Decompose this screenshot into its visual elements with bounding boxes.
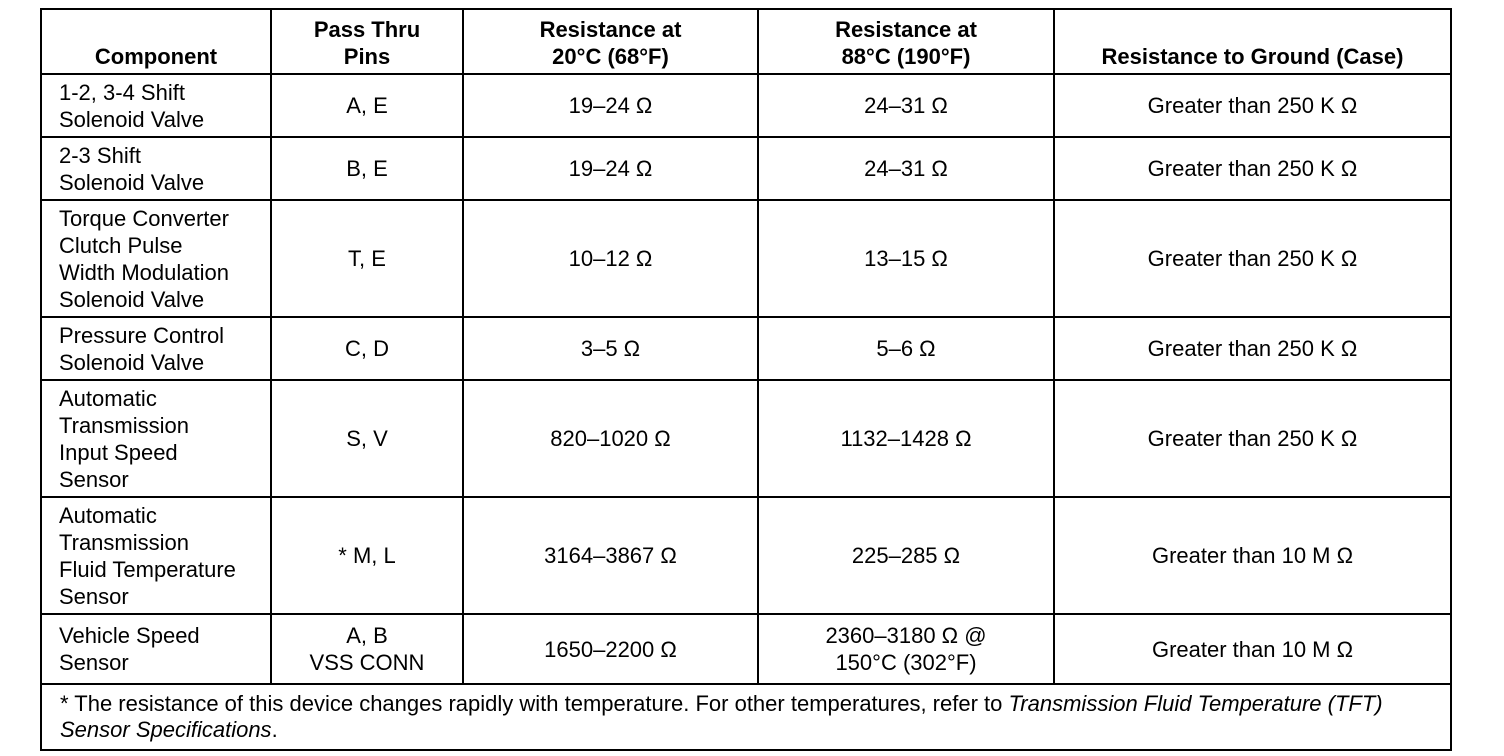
resistance-20c-cell: 19–24 Ω xyxy=(463,74,758,137)
footnote-row xyxy=(41,684,1451,750)
ground-resistance-cell: Greater than 250 K Ω xyxy=(1054,74,1451,137)
resistance-88c-cell: 1132–1428 Ω xyxy=(758,380,1054,497)
resistance-20c-cell: 3164–3867 Ω xyxy=(463,497,758,614)
table-row xyxy=(41,497,1451,614)
resistance-88c-cell: 24–31 Ω xyxy=(758,74,1054,137)
table-row xyxy=(41,137,1451,200)
solenoid-sensor-specifications-table xyxy=(40,8,1452,751)
pins-cell: A, B VSS CONN xyxy=(271,614,463,684)
ground-resistance-cell: Greater than 250 K Ω xyxy=(1054,200,1451,317)
component-cell: 1-2, 3-4 Shift Solenoid Valve xyxy=(41,74,271,137)
pins-cell: * M, L xyxy=(271,497,463,614)
component-cell: Automatic Transmission Input Speed Sensor xyxy=(41,380,271,497)
resistance-20c-cell: 1650–2200 Ω xyxy=(463,614,758,684)
ground-resistance-cell: Greater than 10 M Ω xyxy=(1054,614,1451,684)
pins-cell: T, E xyxy=(271,200,463,317)
component-cell: 2-3 Shift Solenoid Valve xyxy=(41,137,271,200)
component-cell: Torque Converter Clutch Pulse Width Modulation Solenoid Valve xyxy=(41,200,271,317)
footnote xyxy=(41,684,1451,750)
ground-resistance-cell: Greater than 250 K Ω xyxy=(1054,380,1451,497)
resistance-88c-cell: 2360–3180 Ω @ 150°C (302°F) xyxy=(758,614,1054,684)
resistance-88c-cell: 13–15 Ω xyxy=(758,200,1054,317)
resistance-88c-cell: 24–31 Ω xyxy=(758,137,1054,200)
pins-cell: A, E xyxy=(271,74,463,137)
pins-cell: S, V xyxy=(271,380,463,497)
table-row xyxy=(41,380,1451,497)
header-row xyxy=(41,9,1451,74)
table-row xyxy=(41,74,1451,137)
resistance-88c-cell: 5–6 Ω xyxy=(758,317,1054,380)
footnote-reference: Transmission Fluid Temperature (TFT) Sensor Specifications xyxy=(60,691,1383,742)
resistance-20c-cell: 19–24 Ω xyxy=(463,137,758,200)
ground-resistance-cell: Greater than 10 M Ω xyxy=(1054,497,1451,614)
component-cell: Vehicle Speed Sensor xyxy=(41,614,271,684)
pins-cell: B, E xyxy=(271,137,463,200)
header-resistance-to-ground: Resistance to Ground (Case) xyxy=(1054,9,1451,74)
footnote-end: . xyxy=(271,717,278,742)
ground-resistance-cell: Greater than 250 K Ω xyxy=(1054,317,1451,380)
table-row xyxy=(41,317,1451,380)
ground-resistance-cell: Greater than 250 K Ω xyxy=(1054,137,1451,200)
resistance-88c-cell: 225–285 Ω xyxy=(758,497,1054,614)
component-cell: Automatic Transmission Fluid Temperature Sensor xyxy=(41,497,271,614)
resistance-20c-cell: 820–1020 Ω xyxy=(463,380,758,497)
header-resistance-20c: Resistance at 20°C (68°F) xyxy=(463,9,758,74)
header-component: Component xyxy=(41,9,271,74)
header-pass-thru-pins: Pass Thru Pins xyxy=(271,9,463,74)
footnote-text: * The resistance of this device changes rapidly with temperature. For other temperatures, refer to xyxy=(60,691,1009,716)
table-row xyxy=(41,614,1451,684)
table-row xyxy=(41,200,1451,317)
component-cell: Pressure Control Solenoid Valve xyxy=(41,317,271,380)
pins-cell: C, D xyxy=(271,317,463,380)
resistance-20c-cell: 10–12 Ω xyxy=(463,200,758,317)
header-resistance-88c: Resistance at 88°C (190°F) xyxy=(758,9,1054,74)
resistance-20c-cell: 3–5 Ω xyxy=(463,317,758,380)
